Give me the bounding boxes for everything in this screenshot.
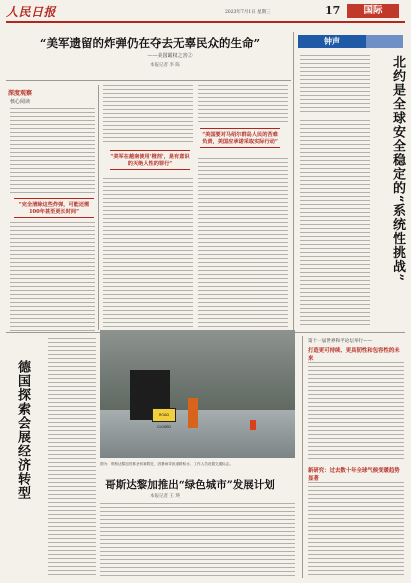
column-divider (302, 336, 303, 578)
germany-title: 德国探索会展经济转型 (15, 360, 30, 500)
masthead (0, 0, 411, 24)
text-block (198, 158, 288, 328)
issue-date: 2023年7月1日 星期三 (225, 10, 271, 15)
text-block (308, 482, 404, 578)
article2-byline: 本报记者 王 瑛 (150, 494, 180, 499)
text-block (10, 222, 95, 332)
commentary-title: 北约是全球安全稳定的“系统性挑战” (390, 55, 405, 282)
page-number: 17 (325, 4, 341, 17)
right-article2-title: 新研究：过去数十年全球气候变暖趋势显著 (308, 468, 400, 482)
article-byline: 本报记者 李 陈 (150, 63, 180, 68)
column-label: 深度观察 (8, 90, 33, 97)
pull-quote: “美军在越南使用‘橙剂’，是有意识的灭绝人性的罪行” (110, 150, 190, 170)
text-block (103, 178, 193, 328)
text-block (48, 338, 96, 578)
news-photo (100, 330, 295, 458)
text-block (10, 108, 95, 193)
newspaper-logo: 人民日报 (6, 5, 57, 19)
column-divider (98, 85, 99, 330)
photo-caption: 图为：哥斯达黎加首都圣何塞附近，因暴雨导致道路积水，工作人员设置交通标志。 (100, 462, 233, 466)
pull-quote: “完全清除这些炸弹，可能还需100年甚至更长时间” (14, 198, 94, 218)
core-reading-label: 核心阅读 (10, 99, 31, 105)
masthead-rule (6, 21, 405, 23)
text-block (100, 503, 295, 578)
worker (188, 398, 198, 428)
commentary-label: 钟声 (298, 35, 366, 48)
section-label: 国际 (347, 4, 399, 18)
article2-headline: 哥斯达黎加推出“绿色城市”发展计划 (105, 479, 275, 491)
text-block (308, 362, 404, 462)
road-closed-sign: ROAD CLOSED (152, 408, 176, 422)
text-block (300, 55, 370, 115)
right-article-title: 打造更可持续、更具韧性和包容性的未来 (308, 348, 400, 362)
text-block (103, 85, 193, 145)
article-headline: “美军遗留的炸弹仍在夺去无辜民众的生命” (39, 36, 261, 50)
series-label: 第十一届世界和平论坛举行—— (308, 339, 373, 344)
section-divider (6, 80, 291, 81)
article-subhead: ——美国霸权之害② (147, 53, 193, 59)
column-divider (293, 32, 294, 330)
text-block (300, 120, 370, 325)
text-block (198, 85, 288, 123)
traffic-cone (250, 420, 256, 430)
commentary-banner (366, 35, 403, 48)
pull-quote: “美国要对马绍尔群岛人民的苦难负责，美国应承诺采取实际行动” (200, 128, 280, 148)
